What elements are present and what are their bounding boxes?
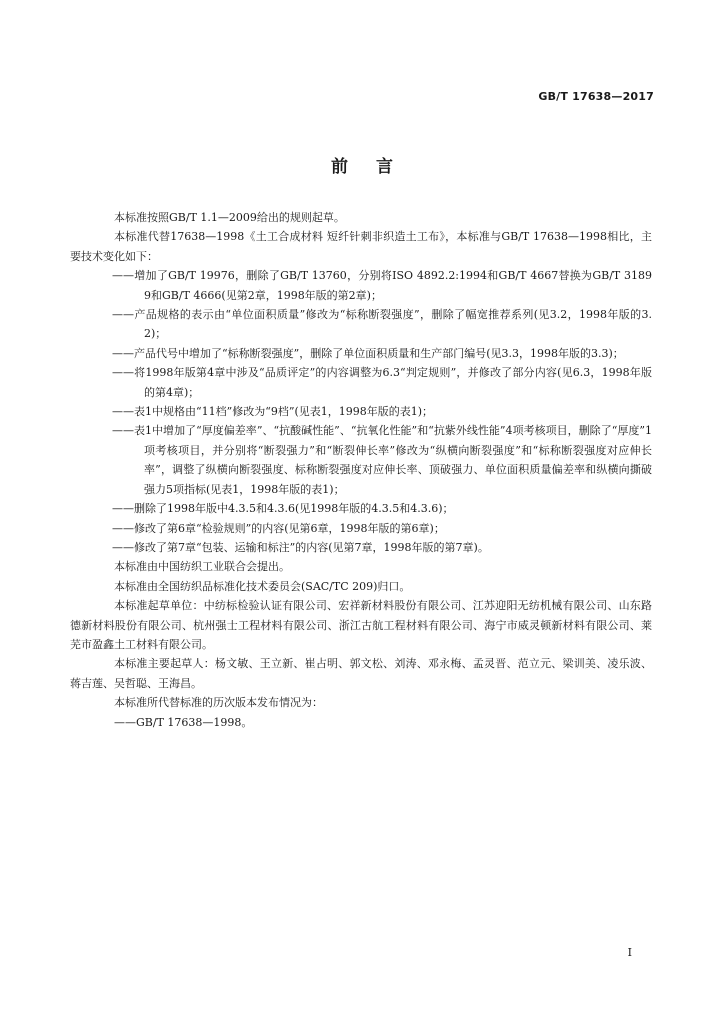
drafting-units-paragraph: 本标准起草单位：中纺标检验认证有限公司、宏祥新材料股份有限公司、江苏迎阳无纺机械有限公司、山东路德新材料股份有限公司、杭州强士工程材料有限公司、浙江古航工程材料有限公司、海宁市威灵顿新材料有限公司、莱芜市盈鑫土工材料有限公司。 xyxy=(70,599,652,651)
history-item: ——GB/T 17638—1998。 xyxy=(114,715,253,729)
committee-paragraph: 本标准由全国纺织品标准化技术委员会(SAC/TC 209)归口。 xyxy=(114,579,411,593)
technical-changes-list xyxy=(92,266,652,557)
change-item: ——表1中增加了“厚度偏差率”、“抗酸碱性能”、“抗氧化性能”和“抗紫外线性能”4项考核项目，删除了“厚度”1项考核项目，并分别将“断裂强力”和“断裂伸长率”修改为“纵横向断裂强度”和“标称断裂强度对应伸长率”，调整了纵横向断裂强度、标称断裂强度对应伸长率、顶破强力、单位面积质量偏差率和纵横向撕破强力5项指标(见表1，1998年版的表1)； xyxy=(112,424,652,496)
change-item: ——产品代号中增加了“标称断裂强度”，删除了单位面积质量和生产部门编号(见3.3，1998年版的3.3)； xyxy=(112,346,624,360)
change-item: ——产品规格的表示由“单位面积质量”修改为“标称断裂强度”，删除了幅宽推荐系列(见3.2，1998年版的3.2)； xyxy=(112,308,652,341)
change-item: ——将1998年版第4章中涉及“品质评定”的内容调整为6.3“判定规则”，并修改了部分内容(见6.3，1998年版的第4章)； xyxy=(112,366,652,399)
change-item: ——表1中规格由“11档”修改为“9档”(见表1，1998年版的表1)； xyxy=(112,405,434,419)
change-item: ——修改了第7章“包装、运输和标注”的内容(见第7章，1998年版的第7章)。 xyxy=(112,540,489,554)
change-item: ——修改了第6章“检验规则”的内容(见第6章，1998年版的第6章)； xyxy=(112,521,445,535)
foreword-body xyxy=(70,208,652,732)
proposer-paragraph: 本标准由中国纺织工业联合会提出。 xyxy=(114,560,290,574)
drafting-rule-paragraph: 本标准按照GB/T 1.1—2009给出的规则起草。 xyxy=(114,211,345,224)
standard-code: GB/T 17638—2017 xyxy=(538,90,654,103)
change-item: ——删除了1998年版中4.3.5和4.3.6(见1998年版的4.3.5和4.3.6)； xyxy=(112,502,454,516)
drafters-paragraph: 本标准主要起草人：杨文敏、王立新、崔占明、郭文松、刘涛、邓永梅、孟灵晋、范立元、梁训美、凌乐波、蒋吉莲、吴哲聪、王海昌。 xyxy=(70,657,652,690)
replacement-paragraph: 本标准代替17638—1998《土工合成材料 短纤针刺非织造土工布》，本标准与GB/T 17638—1998相比，主要技术变化如下： xyxy=(70,230,652,263)
history-intro-paragraph: 本标准所代替标准的历次版本发布情况为： xyxy=(114,696,323,710)
change-item: ——增加了GB/T 19976，删除了GB/T 13760，分别将ISO 4892.2:1994和GB/T 4667替换为GB/T 31899和GB/T 4666(见第2章，1998年版的第2章)； xyxy=(112,269,652,302)
page-title: 前言 xyxy=(331,157,421,177)
page-number: I xyxy=(627,946,632,959)
